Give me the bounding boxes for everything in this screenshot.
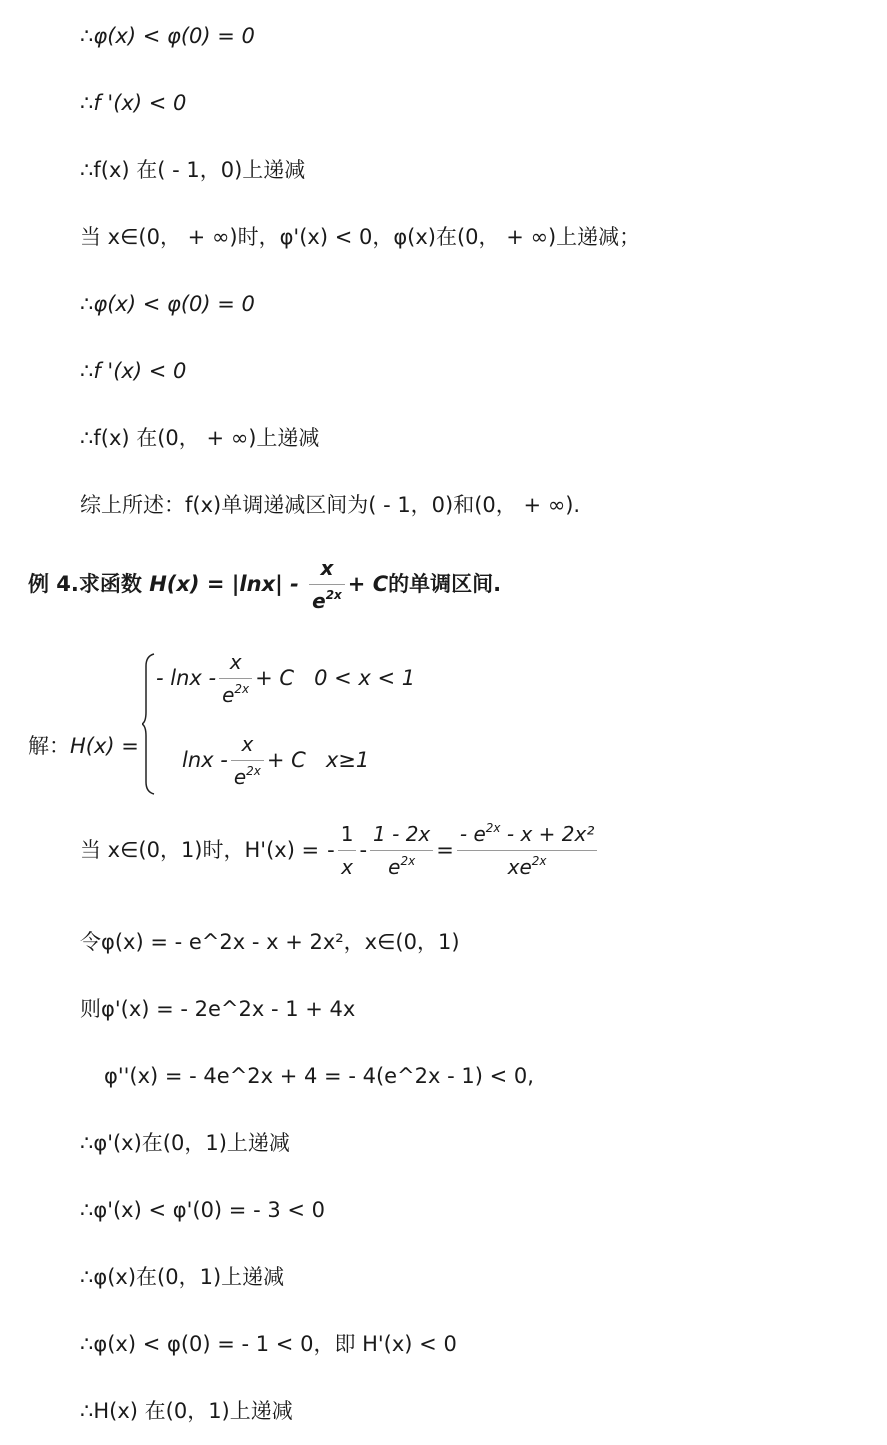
deriv-f2-exp: 2x [400, 854, 416, 868]
line-7: ∴f(x) 在(0， + ∞)上递减 [80, 426, 320, 450]
solution-lhs: H(x) = [70, 734, 139, 758]
case1-exp: 2x [234, 682, 250, 696]
case1-fraction [219, 652, 252, 705]
line-16: ∴φ(x) < φ(0) = - 1 < 0，即 H'(x) < 0 [80, 1332, 457, 1356]
deriv-f3-num-a: - e [459, 822, 486, 846]
case-2 [182, 734, 369, 787]
line-8: 综上所述：f(x)单调递减区间为( - 1，0)和(0， + ∞). [80, 493, 581, 517]
case-1 [156, 652, 415, 705]
example-suffix: 的单调区间. [388, 572, 502, 596]
example-fraction [309, 558, 345, 611]
line-5: ∴φ(x) < φ(0) = 0 [80, 292, 255, 316]
line-10: 令φ(x) = - e^2x - x + 2x²，x∈(0，1) [80, 930, 460, 954]
case2-exp: 2x [246, 764, 261, 778]
line-13: ∴φ'(x)在(0，1)上递减 [80, 1131, 290, 1155]
case2-den: e [233, 765, 247, 789]
example-func: H(x) = |lnx| - [149, 572, 307, 596]
case2-cond: x≥1 [325, 748, 370, 772]
case2-num: x [241, 732, 254, 756]
line-11: 则φ'(x) = - 2e^2x - 1 + 4x [80, 997, 356, 1021]
example-prefix: 例 4.求函数 [28, 572, 150, 596]
line-2: ∴f '(x) < 0 [80, 91, 187, 115]
deriv-f2-num: 1 - 2x [373, 822, 431, 846]
deriv-f3-num-exp: 2x [485, 821, 501, 835]
deriv-f1-den: x [338, 850, 357, 877]
line-15: ∴φ(x)在(0，1)上递减 [80, 1265, 285, 1289]
example-tail: + C [347, 572, 389, 596]
case1-cond: 0 < x < 1 [314, 666, 416, 690]
deriv-frac-2 [370, 824, 433, 877]
left-brace [142, 652, 156, 796]
deriv-f1-num: 1 [340, 822, 354, 846]
example-frac-den: e [312, 589, 326, 613]
deriv-f3-den-a: xe [507, 855, 532, 879]
line-1: ∴φ(x) < φ(0) = 0 [80, 24, 255, 48]
case1-b: + C [255, 666, 295, 690]
deriv-f3-num-b: - x + 2x² [500, 822, 595, 846]
deriv-lead: 当 x∈(0，1)时，H'(x) = [80, 838, 320, 862]
example-frac-exp: 2x [325, 588, 342, 602]
line-4: 当 x∈(0， + ∞)时，φ'(x) < 0，φ(x)在(0， + ∞)上递减； [80, 225, 641, 249]
case1-num: x [229, 650, 242, 674]
deriv-frac-1 [338, 824, 357, 877]
case2-fraction [231, 734, 264, 787]
solution-label: 解： [28, 734, 70, 758]
case2-b: + C [266, 748, 306, 772]
line-3: ∴f(x) 在( - 1，0)上递减 [80, 158, 306, 182]
derivative-line [80, 821, 600, 879]
example-frac-num: x [320, 556, 334, 580]
deriv-f3-den-exp: 2x [531, 854, 547, 868]
line-14: ∴φ'(x) < φ'(0) = - 3 < 0 [80, 1198, 325, 1222]
line-6: ∴f '(x) < 0 [80, 359, 187, 383]
deriv-eq: = [436, 838, 454, 862]
line-12: φ''(x) = - 4e^2x + 4 = - 4(e^2x - 1) < 0, [104, 1064, 534, 1088]
deriv-minus-1: - [327, 838, 335, 862]
case1-a: - lnx - [156, 666, 217, 690]
case2-a: lnx - [182, 748, 228, 772]
line-17: ∴H(x) 在(0，1)上递减 [80, 1399, 293, 1423]
example-heading [28, 558, 501, 611]
deriv-f2-den: e [388, 855, 401, 879]
solution-label-row [28, 736, 139, 757]
deriv-frac-3 [457, 821, 597, 879]
case1-den: e [222, 683, 235, 707]
deriv-minus-2: - [359, 838, 368, 862]
